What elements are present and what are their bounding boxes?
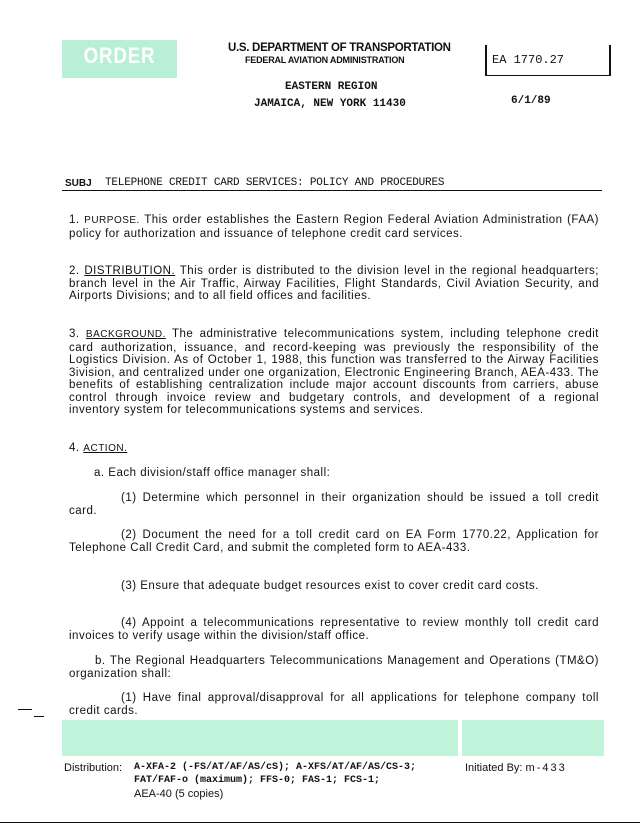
margin-mark [18,709,32,710]
department-name: U.S. DEPARTMENT OF TRANSPORTATION [228,42,451,54]
action-a-item-1: (1) Determine which personnel in their organization should be issued a toll credit card. [69,492,599,517]
distribution-label: Distribution: [64,762,123,774]
section-text: This order is distributed to the division level in the regional headquarters; branch level in the Air Traffic, Airway Facilities, Flight Standards, Civil Aviation Security, and Airports Divisions; and to all field offices and facilities. [69,265,600,302]
action-a-intro: a. Each division/staff office manager shall: [94,467,331,479]
region-address: JAMAICA, NEW YORK 11430 [254,98,406,110]
agency-name: FEDERAL AVIATION ADMINISTRATION [245,55,405,65]
distribution-line: FAT/FAF-o (maximum); FFS-0; FAS-1; FCS-1; [134,775,381,786]
section-purpose [69,214,599,240]
distribution-line: A-XFA-2 (-FS/AT/AF/AS/cS); A-XFS/AT/AF/AS/CS-3; [134,762,417,773]
subject-label: SUBJ [65,178,92,189]
order-number: EA 1770.27 [492,53,565,67]
section-heading: PURPOSE. [84,215,140,226]
section-heading: BACKGROUND. [85,329,166,340]
subject-divider [62,190,602,191]
section-background [69,328,599,417]
section-heading: DISTRIBUTION. [84,265,176,277]
footer-highlight [62,720,458,756]
action-a-item-4: (4) Appoint a telecommunications representative to review monthly toll credit card invoices to verify usage within the division/staff office. [69,617,599,642]
subject-text: TELEPHONE CREDIT CARD SERVICES: POLICY AND PROCEDURES [105,177,445,189]
initiated-label: Initiated By: [465,762,523,774]
initiated-value: m-433 [525,762,567,774]
action-b-item-1: (1) Have final approval/disapproval for all applications for telephone company toll credit cards. [69,692,599,717]
section-heading: ACTION. [83,443,128,454]
page-bottom-rule [0,822,640,823]
region-name: EASTERN REGION [285,81,378,93]
initiated-by [465,762,567,774]
section-number: 4. [69,442,80,454]
action-a-item-2: (2) Document the need for a toll credit card on EA Form 1770.22, Application for Telephone Call Credit Card, and submit the completed form to AEA-433. [69,529,599,554]
section-number: 2. [69,265,80,277]
action-b-intro: b. The Regional Headquarters Telecommunications Management and Operations (TM&O) organization shall: [69,655,599,680]
section-text: The administrative telecommunications system, including telephone credit card authorization, issuance, and record-keeping was previously the responsibility of the Logistics Division. As of October 1, 1988, this function was transferred to the Airway Facilities 3ivision, and centralized under one organization, Electronic Engineering Branch, AEA-433. The benefits of establishing centralization include major account discounts from carriers, abuse control through invoice review and budgetary controls, and development of a regional inventory system for telecommunications systems and services. [69,328,599,416]
section-number: 1. [69,214,80,226]
order-label: ORDER [83,43,156,68]
action-a-item-3: (3) Ensure that adequate budget resources exist to cover credit card costs. [121,580,539,592]
section-distribution [69,265,599,303]
section-number: 3. [69,328,80,340]
order-date: 6/1/89 [511,95,551,107]
margin-mark [34,716,44,717]
section-action [69,442,599,456]
footer-highlight [462,720,604,756]
section-text: This order establishes the Eastern Region Federal Aviation Administration (FAA) policy for authorization and issuance of telephone credit card services. [69,214,599,240]
distribution-line: AEA-40 (5 copies) [134,788,224,800]
